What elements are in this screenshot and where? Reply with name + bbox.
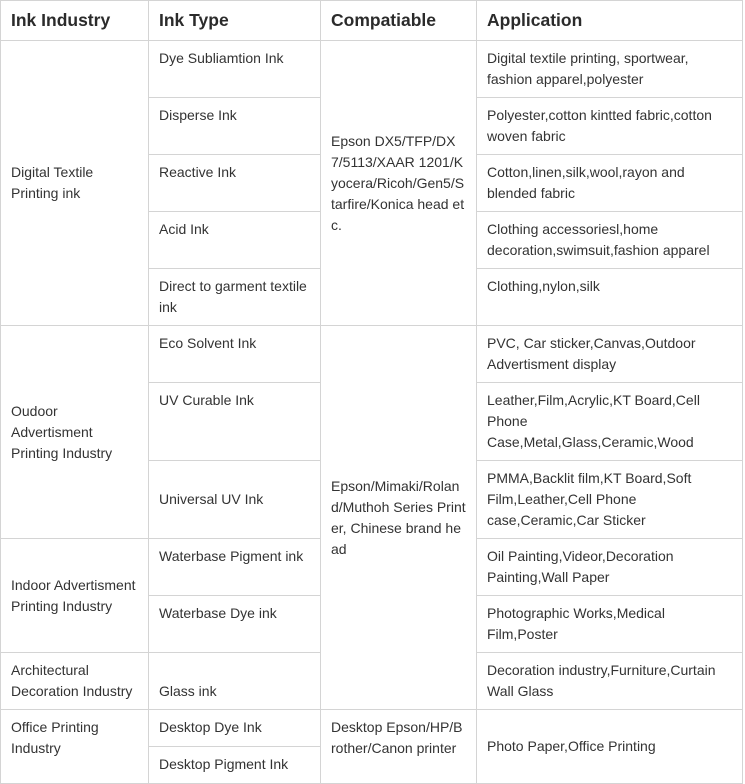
ink-type-cell: Universal UV Ink xyxy=(149,461,321,539)
ink-type-cell: Disperse Ink xyxy=(149,98,321,155)
application-cell: Oil Painting,Videor,Decoration Painting,Wall Paper xyxy=(477,539,743,596)
ink-type-cell: Glass ink xyxy=(149,653,321,710)
application-cell: Decoration industry,Furniture,Curtain Wall Glass xyxy=(477,653,743,710)
table-row xyxy=(1,326,743,383)
compatible-desktop: Desktop Epson/HP/Brother/Canon printer xyxy=(321,710,477,784)
ink-type-cell: Direct to garment textile ink xyxy=(149,269,321,326)
application-cell: Clothing,nylon,silk xyxy=(477,269,743,326)
industry-outdoor: Oudoor Advertisment Printing Industry xyxy=(1,326,149,539)
header-compatible: Compatiable xyxy=(321,1,477,41)
table-header-row xyxy=(1,1,743,41)
application-cell: Photo Paper,Office Printing xyxy=(477,710,743,784)
ink-type-cell: Desktop Pigment Ink xyxy=(149,747,321,784)
header-ink-industry: Ink Industry xyxy=(1,1,149,41)
application-cell: Polyester,cotton kintted fabric,cotton woven fabric xyxy=(477,98,743,155)
ink-type-cell: Reactive Ink xyxy=(149,155,321,212)
ink-type-cell: Acid Ink xyxy=(149,212,321,269)
application-cell: Digital textile printing, sportwear, fashion apparel,polyester xyxy=(477,41,743,98)
table-row xyxy=(1,41,743,98)
application-cell: Photographic Works,Medical Film,Poster xyxy=(477,596,743,653)
compatible-epson-dx5: Epson DX5/TFP/DX7/5113/XAAR 1201/Kyocera/Ricoh/Gen5/Starfire/Konica head etc. xyxy=(321,41,477,326)
table-row xyxy=(1,710,743,747)
application-cell: Leather,Film,Acrylic,KT Board,Cell Phone Case,Metal,Glass,Ceramic,Wood xyxy=(477,383,743,461)
application-cell: PMMA,Backlit film,KT Board,Soft Film,Leather,Cell Phone case,Ceramic,Car Sticker xyxy=(477,461,743,539)
industry-digital-textile: Digital Textile Printing ink xyxy=(1,41,149,326)
ink-type-cell: Dye Subliamtion Ink xyxy=(149,41,321,98)
header-application: Application xyxy=(477,1,743,41)
header-ink-type: Ink Type xyxy=(149,1,321,41)
application-cell: Cotton,linen,silk,wool,rayon and blended fabric xyxy=(477,155,743,212)
application-cell: Clothing accessoriesl,home decoration,swimsuit,fashion apparel xyxy=(477,212,743,269)
ink-type-cell: Desktop Dye Ink xyxy=(149,710,321,747)
industry-architectural: Architectural Decoration Industry xyxy=(1,653,149,710)
compatible-epson-mimaki: Epson/Mimaki/Roland/Muthoh Series Printer, Chinese brand head xyxy=(321,326,477,710)
ink-type-cell: Eco Solvent Ink xyxy=(149,326,321,383)
industry-office: Office Printing Industry xyxy=(1,710,149,784)
ink-type-cell: Waterbase Pigment ink xyxy=(149,539,321,596)
ink-type-cell: UV Curable Ink xyxy=(149,383,321,461)
application-cell: PVC, Car sticker,Canvas,Outdoor Advertisment display xyxy=(477,326,743,383)
industry-indoor: Indoor Advertisment Printing Industry xyxy=(1,539,149,653)
ink-type-cell: Waterbase Dye ink xyxy=(149,596,321,653)
